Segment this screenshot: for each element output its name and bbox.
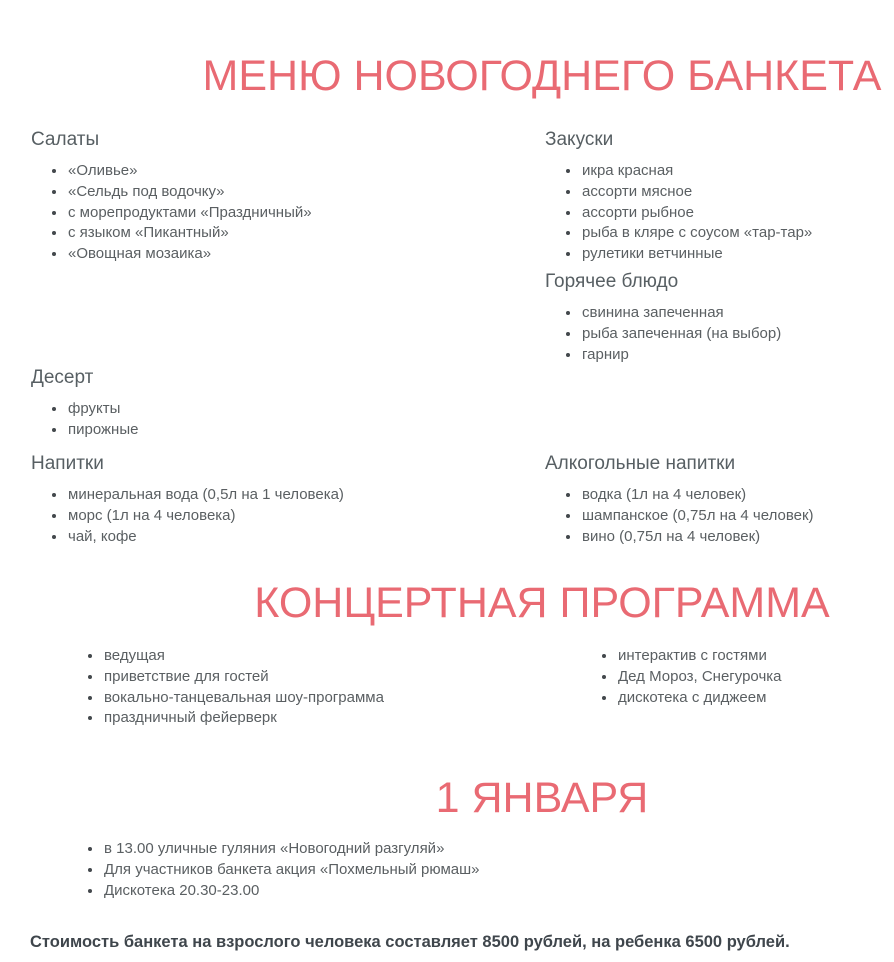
section-alcohol-list xyxy=(545,485,890,547)
list-item: • Дискотека 20.30-23.00 xyxy=(103,881,663,902)
price-note: Стоимость банкета на взрослого человека составляет 8500 рублей, на ребенка 6500 рублей. xyxy=(30,932,790,951)
january-first-list xyxy=(67,839,663,901)
section-drinks xyxy=(31,452,531,547)
list-item: • гарнир xyxy=(581,345,890,366)
section-drinks-list xyxy=(31,485,531,547)
list-item: • морс (1л на 4 человека) xyxy=(67,506,531,527)
concert-program-heading: КОНЦЕРТНАЯ ПРОГРАММА xyxy=(254,578,830,627)
list-item: • ассорти мясное xyxy=(581,182,890,203)
section-salads-heading: Салаты xyxy=(31,129,100,150)
section-appetizers-list xyxy=(545,161,890,265)
list-item: • Дед Мороз, Снегурочка xyxy=(617,667,894,688)
section-salads xyxy=(31,128,531,265)
list-item: • в 13.00 уличные гуляния «Новогодний разгуляй» xyxy=(103,839,663,860)
section-appetizers xyxy=(545,128,890,265)
list-item: • пирожные xyxy=(67,420,531,441)
list-item: • чай, кофе xyxy=(67,527,531,548)
section-hot-dish-list xyxy=(545,303,890,365)
january-first-heading: 1 ЯНВАРЯ xyxy=(435,773,649,822)
list-item: • шампанское (0,75л на 4 человек) xyxy=(581,506,890,527)
section-drinks-heading: Напитки xyxy=(31,453,104,474)
list-item: • Для участников банкета акция «Похмельный рюмаш» xyxy=(103,860,663,881)
list-item: • рыба в кляре с соусом «тар-тар» xyxy=(581,223,890,244)
list-item: • фрукты xyxy=(67,399,531,420)
list-item: • «Овощная мозаика» xyxy=(67,244,531,265)
list-item: • свинина запеченная xyxy=(581,303,890,324)
section-hot-dish xyxy=(545,270,890,365)
section-alcohol xyxy=(545,452,890,547)
list-item: • с морепродуктами «Праздничный» xyxy=(67,203,531,224)
list-item: • приветствие для гостей xyxy=(103,667,563,688)
list-item: • минеральная вода (0,5л на 1 человека) xyxy=(67,485,531,506)
list-item: • рыба запеченная (на выбор) xyxy=(581,324,890,345)
list-item: • с языком «Пикантный» xyxy=(67,223,531,244)
list-item: • праздничный фейерверк xyxy=(103,708,563,729)
concert-right-list xyxy=(581,646,894,708)
page-title: МЕНЮ НОВОГОДНЕГО БАНКЕТА xyxy=(202,51,882,100)
list-item: • дискотека с диджеем xyxy=(617,688,894,709)
section-alcohol-heading: Алкогольные напитки xyxy=(545,453,736,474)
section-dessert-heading: Десерт xyxy=(31,367,94,388)
list-item: • ассорти рыбное xyxy=(581,203,890,224)
list-item: • «Сельдь под водочку» xyxy=(67,182,531,203)
section-hot-dish-heading: Горячее блюдо xyxy=(545,271,679,292)
section-dessert-list xyxy=(31,399,531,441)
list-item: • «Оливье» xyxy=(67,161,531,182)
list-item: • ведущая xyxy=(103,646,563,667)
section-dessert xyxy=(31,366,531,441)
list-item: • вокально-танцевальная шоу-программа xyxy=(103,688,563,709)
list-item: • вино (0,75л на 4 человек) xyxy=(581,527,890,548)
list-item: • рулетики ветчинные xyxy=(581,244,890,265)
section-salads-list xyxy=(31,161,531,265)
list-item: • икра красная xyxy=(581,161,890,182)
list-item: • интерактив с гостями xyxy=(617,646,894,667)
section-appetizers-heading: Закуски xyxy=(545,129,614,150)
list-item: • водка (1л на 4 человек) xyxy=(581,485,890,506)
concert-left-list xyxy=(67,646,563,729)
